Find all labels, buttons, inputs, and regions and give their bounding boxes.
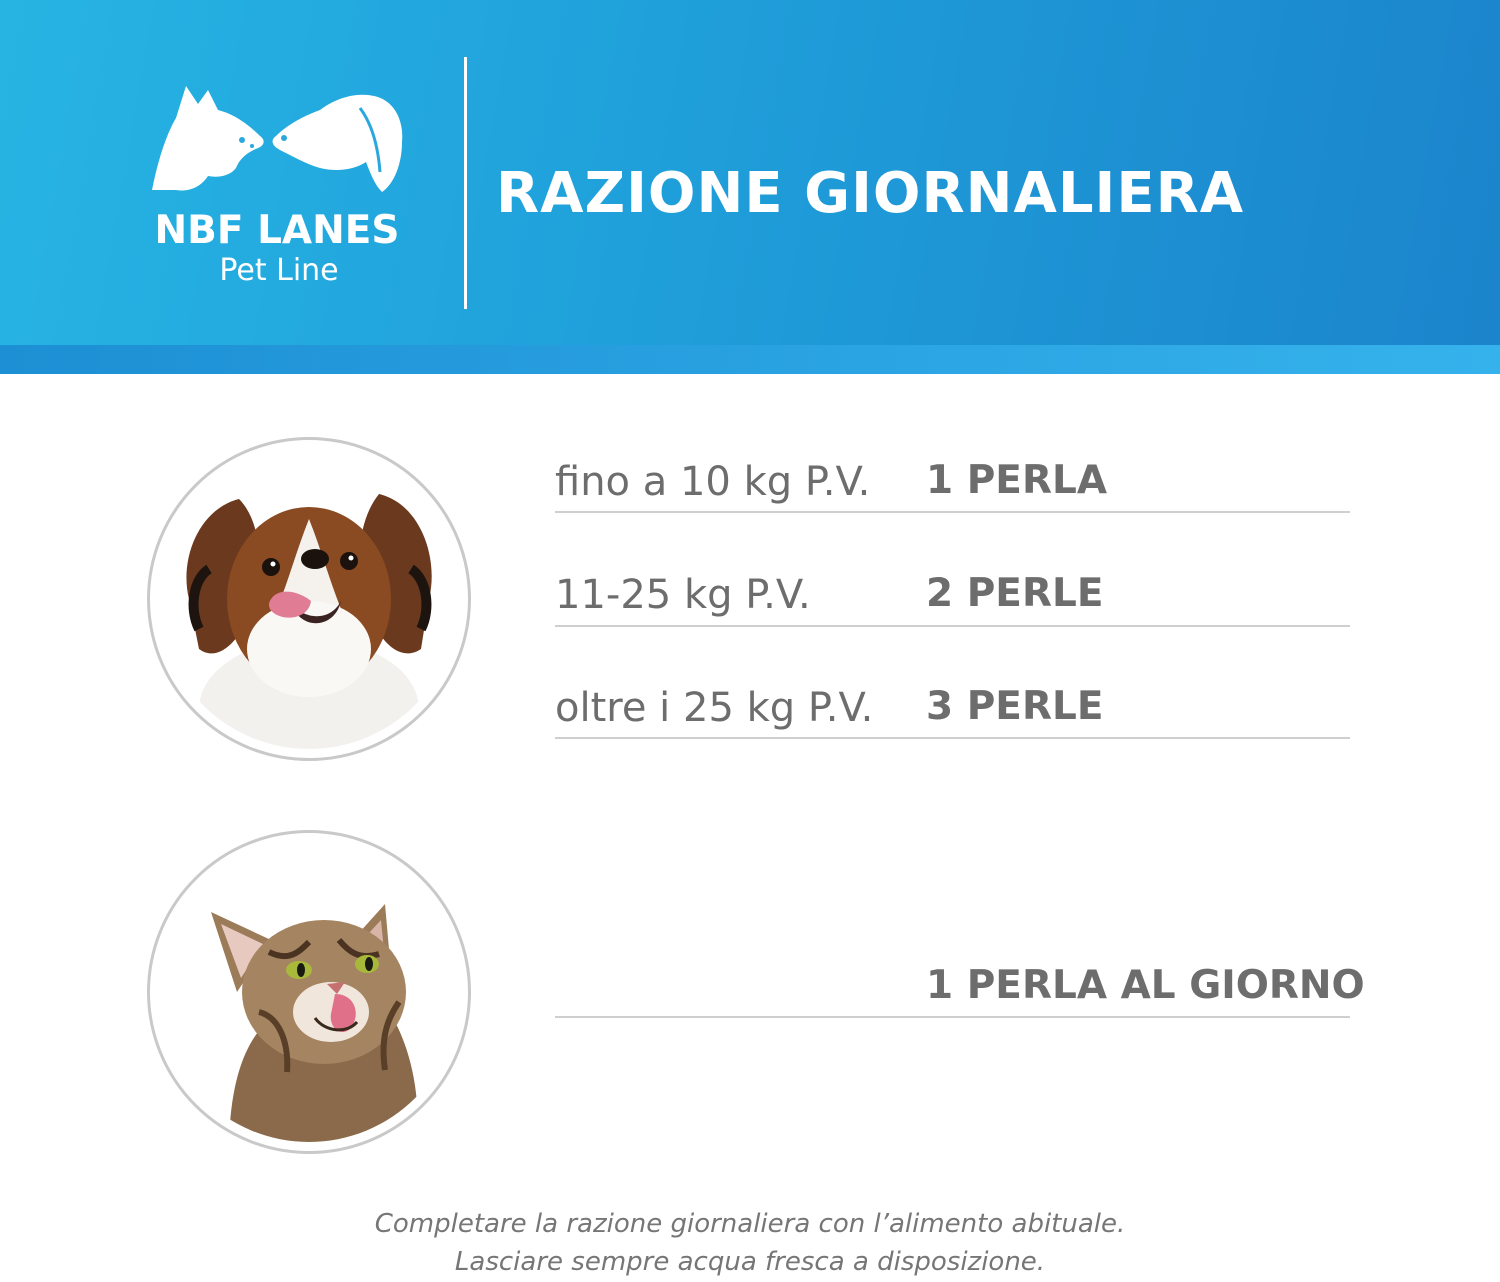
footer-note-1: Completare la razione giornaliera con l’alimento abituale.	[374, 1209, 1126, 1239]
dog-photo	[147, 437, 471, 761]
row-divider	[555, 1016, 1350, 1018]
cat-illustration	[159, 842, 459, 1142]
dog-illustration	[159, 449, 459, 749]
dog-dose-row-1: 1 PERLA	[926, 458, 1108, 503]
row-divider	[555, 737, 1350, 739]
header-divider	[464, 57, 467, 309]
dog-weight-row-2: 11-25 kg P.V.	[555, 572, 811, 618]
brand-subtitle: Pet Line	[219, 253, 339, 288]
dog-weight-row-3: oltre i 25 kg P.V.	[555, 685, 874, 731]
row-divider	[555, 511, 1350, 513]
header-stripe	[0, 345, 1500, 374]
dog-dose-row-3: 3 PERLE	[926, 684, 1104, 729]
page-title: RAZIONE GIORNALIERA	[496, 161, 1245, 226]
row-divider	[555, 625, 1350, 627]
dog-weight-row-1: fino a 10 kg P.V.	[555, 459, 871, 505]
cat-photo	[147, 830, 471, 1154]
cat-dose: 1 PERLA AL GIORNO	[926, 963, 1365, 1008]
cat-dog-logo-icon	[148, 80, 408, 198]
footer-note-2: Lasciare sempre acqua fresca a disposizione.	[454, 1247, 1046, 1277]
dog-dose-row-2: 2 PERLE	[926, 571, 1104, 616]
brand-name: NBF LANES	[154, 208, 400, 253]
